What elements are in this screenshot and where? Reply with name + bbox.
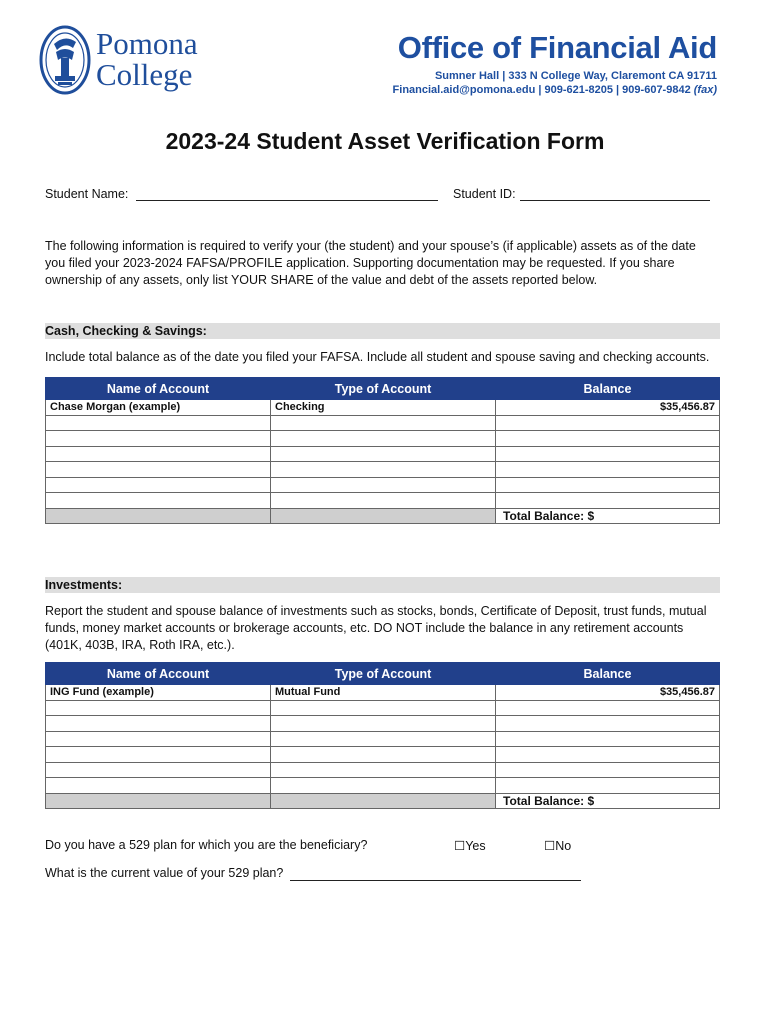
plan-529-value-question: What is the current value of your 529 plan? (45, 866, 284, 880)
account-name-cell[interactable] (46, 700, 271, 716)
example-balance: $35,456.87 (496, 685, 720, 701)
student-name-field[interactable] (136, 200, 438, 201)
plan-529-value-field[interactable] (290, 880, 581, 881)
account-type-cell[interactable] (271, 778, 496, 794)
example-account-type: Checking (271, 400, 496, 416)
total-filler (46, 793, 271, 809)
table-row (46, 747, 720, 763)
total-row (46, 508, 720, 524)
balance-cell[interactable] (496, 700, 720, 716)
account-type-cell[interactable] (271, 700, 496, 716)
account-type-cell[interactable] (271, 716, 496, 732)
account-name-cell[interactable] (46, 731, 271, 747)
account-name-cell[interactable] (46, 431, 271, 447)
balance-cell[interactable] (496, 762, 720, 778)
table-row-example (46, 685, 720, 701)
contact-phones: | 909-621-8205 | 909-607-9842 (538, 84, 691, 96)
balance-cell[interactable] (496, 731, 720, 747)
investments-section-heading (45, 577, 720, 593)
balance-cell[interactable] (496, 747, 720, 763)
table-row (46, 762, 720, 778)
investments-instructions: Report the student and spouse balance of investments such as stocks, bonds, Certificate of Deposit, trust funds, mutual funds, money market accounts or brokerage accounts, etc. DO NOT include the balance in any retirement accounts (401K, 403B, IRA, Roth IRA, etc.). (45, 604, 707, 652)
col-name-of-account: Name of Account (46, 378, 271, 400)
plan-529-question: Do you have a 529 plan for which you are the beneficiary? (45, 838, 368, 852)
account-type-cell[interactable] (271, 747, 496, 763)
cash-section-heading (45, 323, 720, 339)
example-account-name: Chase Morgan (example) (46, 400, 271, 416)
college-seal-icon (38, 24, 92, 96)
table-row (46, 446, 720, 462)
balance-cell[interactable] (496, 493, 720, 509)
pomona-college-logo (38, 24, 208, 98)
table-row (46, 477, 720, 493)
investments-heading-text: Investments: (45, 578, 123, 592)
table-row (46, 716, 720, 732)
col-type-of-account: Type of Account (271, 378, 496, 400)
col-balance: Balance (496, 663, 720, 685)
table-row-example (46, 400, 720, 416)
balance-cell[interactable] (496, 462, 720, 478)
address-line: Sumner Hall | 333 N College Way, Claremont CA 91711 (434, 70, 717, 82)
balance-cell[interactable] (496, 415, 720, 431)
total-filler (271, 793, 496, 809)
logo-line-1: Pomona (96, 26, 198, 61)
table-row (46, 778, 720, 794)
table-row (46, 415, 720, 431)
total-filler (271, 508, 496, 524)
example-account-name: ING Fund (example) (46, 685, 271, 701)
table-row (46, 700, 720, 716)
account-type-cell[interactable] (271, 446, 496, 462)
balance-cell[interactable] (496, 446, 720, 462)
col-balance: Balance (496, 378, 720, 400)
logo-line-2: College (96, 57, 193, 92)
balance-cell[interactable] (496, 477, 720, 493)
account-name-cell[interactable] (46, 446, 271, 462)
total-row (46, 793, 720, 809)
account-name-cell[interactable] (46, 477, 271, 493)
table-row (46, 493, 720, 509)
total-balance-field[interactable]: Total Balance: $ (496, 793, 720, 809)
account-type-cell[interactable] (271, 477, 496, 493)
total-filler (46, 508, 271, 524)
intro-paragraph: The following information is required to verify your (the student) and your spouse’s (if applicable) assets as of the date you filed your 2023-2024 FAFSA/PROFILE application. Supporting documentation may be requested. If you share ownership of any assets, only list YOUR SHARE of the value and debt of the assets reported below. (45, 239, 696, 287)
account-type-cell[interactable] (271, 493, 496, 509)
account-type-cell[interactable] (271, 731, 496, 747)
investments-table (45, 662, 720, 809)
account-name-cell[interactable] (46, 493, 271, 509)
cash-heading-text: Cash, Checking & Savings: (45, 324, 207, 338)
balance-cell[interactable] (496, 716, 720, 732)
balance-cell[interactable] (496, 778, 720, 794)
account-type-cell[interactable] (271, 462, 496, 478)
student-name-label: Student Name: (45, 187, 129, 201)
student-id-field[interactable] (520, 200, 710, 201)
account-name-cell[interactable] (46, 762, 271, 778)
col-type-of-account: Type of Account (271, 663, 496, 685)
contact-email: Financial.aid@pomona.edu (392, 84, 536, 96)
total-balance-field[interactable]: Total Balance: $ (496, 508, 720, 524)
example-account-type: Mutual Fund (271, 685, 496, 701)
form-title: 2023-24 Student Asset Verification Form (165, 128, 605, 154)
example-balance: $35,456.87 (496, 400, 720, 416)
student-id-label: Student ID: (453, 187, 516, 201)
table-header-row (46, 663, 720, 685)
account-name-cell[interactable] (46, 778, 271, 794)
col-name-of-account: Name of Account (46, 663, 271, 685)
plan-529-yes-checkbox[interactable]: ☐Yes (454, 839, 486, 853)
account-name-cell[interactable] (46, 415, 271, 431)
table-header-row (46, 378, 720, 400)
balance-cell[interactable] (496, 431, 720, 447)
table-row (46, 731, 720, 747)
contact-block (393, 69, 717, 97)
plan-529-no-checkbox[interactable]: ☐No (544, 839, 572, 853)
account-name-cell[interactable] (46, 462, 271, 478)
account-name-cell[interactable] (46, 716, 271, 732)
table-row (46, 462, 720, 478)
account-type-cell[interactable] (271, 431, 496, 447)
cash-table (45, 377, 720, 524)
account-name-cell[interactable] (46, 747, 271, 763)
contact-line (393, 83, 717, 97)
contact-fax: (fax) (693, 84, 717, 96)
account-type-cell[interactable] (271, 762, 496, 778)
table-row (46, 431, 720, 447)
office-title: Office of Financial Aid (397, 30, 717, 65)
cash-instructions: Include total balance as of the date you filed your FAFSA. Include all student and spouse saving and checking accounts. (45, 350, 710, 364)
account-type-cell[interactable] (271, 415, 496, 431)
